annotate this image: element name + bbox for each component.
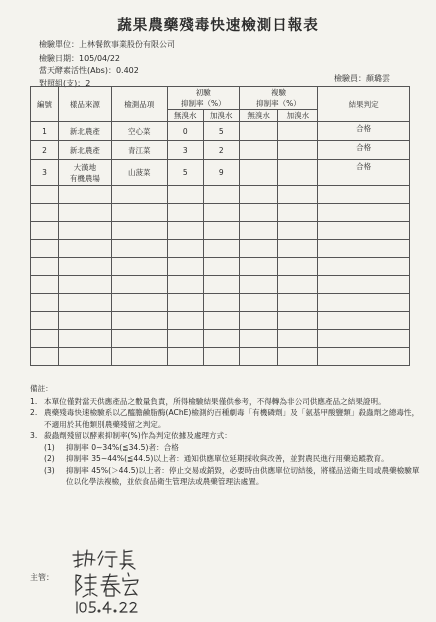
note-3-sub-1: (1) 抑制率 0~34%(≦34.5)者：合格 bbox=[44, 442, 179, 452]
table-row-empty bbox=[31, 294, 410, 312]
header-item: 檢測品項 bbox=[111, 87, 167, 122]
table-row: 2 新北農產 青江菜 3 2 合格 bbox=[31, 141, 410, 160]
note-3-sub-3: (3) 抑制率 45%(＞44.5)以上者：停止交易或銷毀，必要時由供應單位切結後，將樣品送衛生局或農藥檢驗單位以化學法複檢，並依食品衛生管理法或農藥管理法處置。 bbox=[44, 465, 420, 486]
results-table bbox=[30, 86, 410, 366]
header-no: 編號 bbox=[31, 87, 59, 122]
header-initial: 初驗 抑制率（%） bbox=[167, 87, 239, 110]
table-row-empty bbox=[31, 330, 410, 348]
supervisor-label: 主管： bbox=[30, 573, 54, 582]
table-row-empty bbox=[31, 276, 410, 294]
enzyme-activity: 當天酵素活性(Abs)：0.402 bbox=[39, 66, 139, 75]
table-row: 1 新北農產 空心菜 0 5 合格 bbox=[31, 122, 410, 141]
sub-no-bromine-initial: 無溴水 bbox=[167, 110, 203, 122]
table-row-empty bbox=[31, 204, 410, 222]
inspector-name: 檢驗員：顏璐雲 bbox=[334, 74, 390, 83]
note-1: 1. 本單位僅對當天供應產品之數量負責，所得檢驗結果僅供參考，不得轉為非公司供應產品之結果證明。 bbox=[30, 396, 386, 406]
handwritten-signature bbox=[70, 545, 180, 615]
inspection-unit: 檢驗單位：上林餐飲事業股份有限公司 bbox=[39, 40, 175, 49]
note-3: 3. 殺蟲劑殘留以酵素抑制率(%)作為判定依據及處理方式： bbox=[30, 431, 232, 440]
note-2: 2. 農藥殘毒快速檢驗系以乙醯膽鹼脂酶(AChE)檢測約百種劇毒「有機磷劑」及「氨基甲酸鹽類」殺蟲劑之總毒性，不適用於其他類別農藥殘留之判定。 bbox=[30, 408, 420, 429]
header-result: 結果判定 bbox=[318, 87, 410, 122]
sub-no-bromine-retest: 無溴水 bbox=[239, 110, 278, 122]
table-row-empty bbox=[31, 258, 410, 276]
report-title: 蔬果農藥殘毒快速檢測日報表 bbox=[117, 17, 319, 34]
control-group: 對照組(支)：2 bbox=[39, 79, 91, 88]
note-3-sub-2: (2) 抑制率 35~44%(≦44.5)以上者：通知供應單位延期採收與改善，並對農民進行用藥追蹤教育。 bbox=[44, 454, 389, 463]
sub-with-bromine-initial: 加溴水 bbox=[203, 110, 239, 122]
header-source: 樣品來源 bbox=[59, 87, 112, 122]
sub-with-bromine-retest: 加溴水 bbox=[278, 110, 318, 122]
table-row-empty bbox=[31, 240, 410, 258]
notes-section bbox=[30, 383, 422, 488]
inspection-date: 檢驗日期：105/04/22 bbox=[39, 54, 121, 63]
table-row-empty bbox=[31, 186, 410, 204]
table-row-empty bbox=[31, 222, 410, 240]
header-retest: 複驗 抑制率（%） bbox=[239, 87, 317, 110]
table-row-empty bbox=[31, 312, 410, 330]
notes-heading: 備註： bbox=[30, 384, 53, 393]
table-row: 3 大漢地 有機農場 山菠菜 5 9 合格 bbox=[31, 160, 410, 186]
table-row-empty bbox=[31, 348, 410, 366]
